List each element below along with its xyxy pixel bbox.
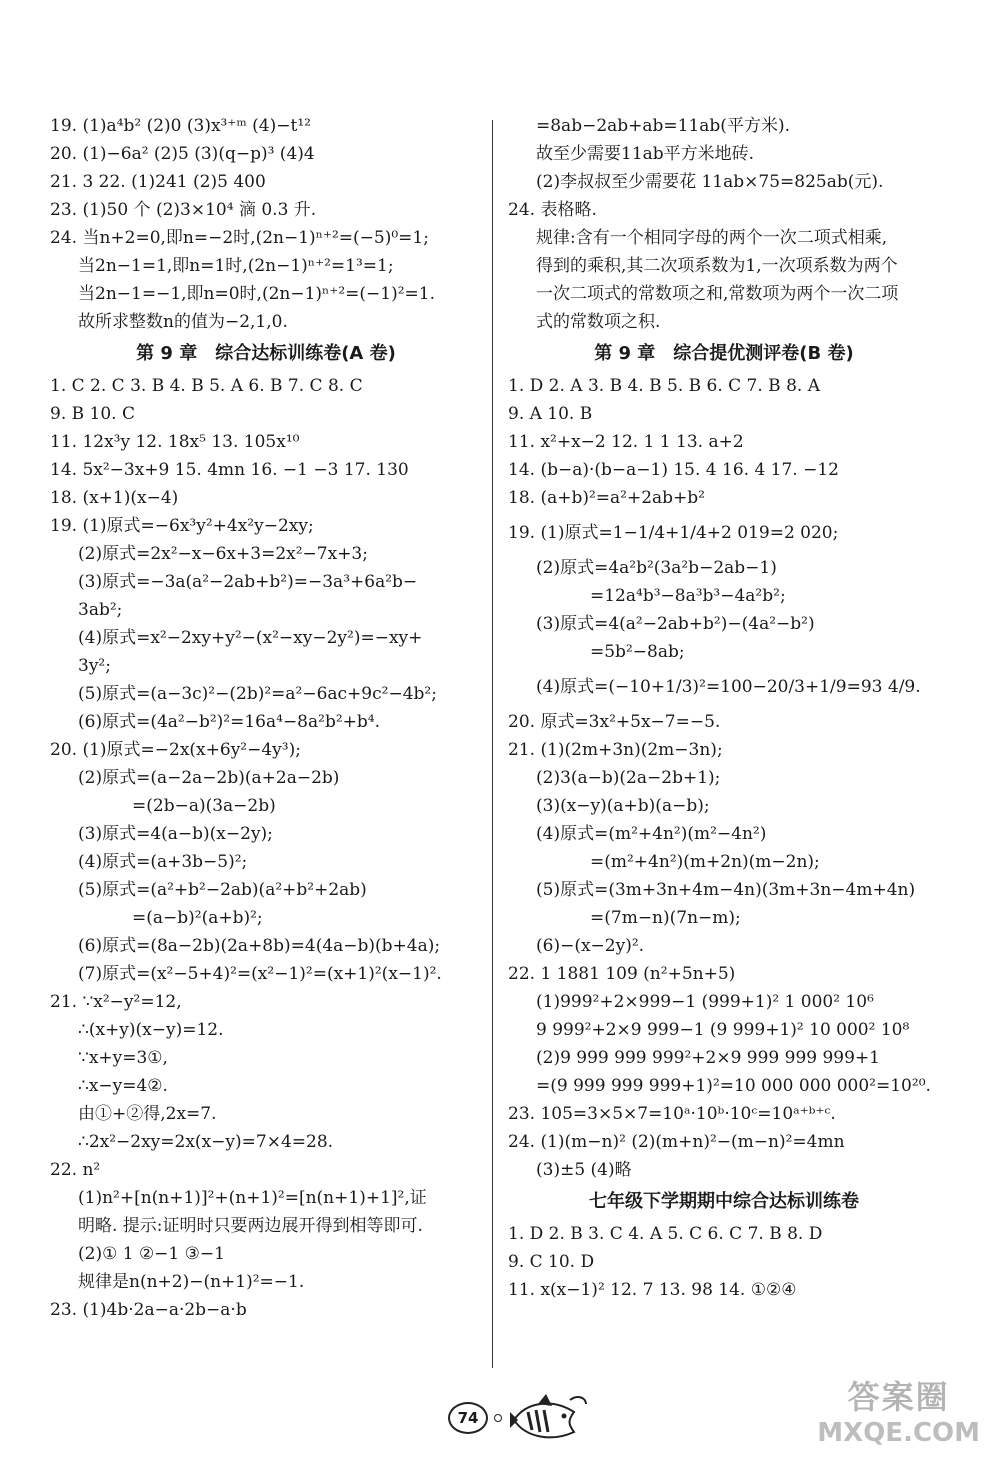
answer-line: (2)原式=4a²b²(3a²b−2ab−1) [536,558,777,578]
answer-line: 20. (1)原式=−2x(x+6y²−4y³); [50,740,301,760]
answer-line: 23. (1)4b·2a−a·2b−a·b [50,1300,247,1320]
answer-line: 14. (b−a)·(b−a−1) 15. 4 16. 4 17. −12 [508,460,839,480]
answer-line: 9 999²+2×9 999−1 (9 999+1)² 10 000² 10⁸ [536,1020,910,1040]
answer-line: 式的常数项之积. [536,312,661,332]
answer-line: (2)3(a−b)(2a−2b+1); [536,768,721,788]
answer-line: ∴2x²−2xy=2x(x−y)=7×4=28. [78,1132,334,1152]
answer-line: (3)原式=−3a(a²−2ab+b²)=−3a³+6a²b− [78,572,418,592]
answer-line: (2)原式=2x²−x−6x+3=2x²−7x+3; [78,544,368,564]
dot-icon [494,1414,502,1422]
answer-line: 19. (1)a⁴b² (2)0 (3)x³⁺ᵐ (4)−t¹² [50,116,311,136]
answer-line: 21. 3 22. (1)241 (2)5 400 [50,172,266,192]
answer-line: 1. D 2. B 3. C 4. A 5. C 6. C 7. B 8. D [508,1224,823,1244]
answer-line: (5)原式=(a²+b²−2ab)(a²+b²+2ab) [78,880,367,900]
answer-line: 规律:含有一个相同字母的两个一次二项式相乘, [536,228,888,248]
answer-line: 由①+②得,2x=7. [78,1104,217,1124]
answer-line: 24. 表格略. [508,200,597,220]
answer-line: 1. C 2. C 3. B 4. B 5. A 6. B 7. C 8. C [50,376,363,396]
watermark-title: 答案圈 [847,1378,950,1416]
answer-line: 9. A 10. B [508,404,593,424]
answer-line: 11. x²+x−2 12. 1 1 13. a+2 [508,432,744,452]
answer-line: 23. 105=3×5×7=10ᵃ·10ᵇ·10ᶜ=10ᵃ⁺ᵇ⁺ᶜ. [508,1104,836,1124]
answer-line: 规律是n(n+2)−(n+1)²=−1. [78,1272,305,1292]
answer-line: (4)原式=(m²+4n²)(m²−4n²) [536,824,767,844]
answer-line: =(7m−n)(7n−m); [590,908,741,928]
answer-line: (3)(x−y)(a+b)(a−b); [536,796,710,816]
answer-line: ∵x+y=3①, [78,1048,168,1068]
answer-line: 当2n−1=−1,即n=0时,(2n−1)ⁿ⁺²=(−1)²=1. [78,284,436,304]
answer-line: 19. (1)原式=1−1/4+1/4+2 019=2 020; [508,523,839,543]
answer-line: 11. 12x³y 12. 18x⁵ 13. 105x¹⁰ [50,432,300,452]
answer-line: (3)±5 (4)略 [536,1160,632,1180]
answer-line: 24. (1)(m−n)² (2)(m+n)²−(m−n)²=4mn [508,1132,845,1152]
answer-line: ∴(x+y)(x−y)=12. [78,1020,224,1040]
answer-line: 18. (x+1)(x−4) [50,488,179,508]
answer-line: 18. (a+b)²=a²+2ab+b² [508,488,705,508]
answer-line: (3)原式=4(a−b)(x−2y); [78,824,273,844]
answer-line: =8ab−2ab+ab=11ab(平方米). [536,116,790,136]
answer-line: 11. x(x−1)² 12. 7 13. 98 14. ①②④ [508,1280,797,1300]
answer-line: 故至少需要11ab平方米地砖. [536,144,755,164]
answer-line: 22. 1 1881 109 (n²+5n+5) [508,964,736,984]
answer-line: (1)999²+2×999−1 (999+1)² 1 000² 10⁶ [536,992,874,1012]
section-heading: 七年级下学期期中综合达标训练卷 [589,1191,859,1212]
answer-line: =12a⁴b³−8a³b³−4a²b²; [590,586,786,606]
answer-line: ∴x−y=4②. [78,1076,168,1096]
answer-line: (5)原式=(3m+3n+4m−4n)(3m+3n−4m+4n) [536,880,916,900]
answer-line: (2)9 999 999 999²+2×9 999 999 999+1 [536,1048,881,1068]
answer-line: (4)原式=(a+3b−5)²; [78,852,248,872]
answer-line: (5)原式=(a−3c)²−(2b)²=a²−6ac+9c²−4b²; [78,684,437,704]
answer-line: (6)−(x−2y)². [536,936,645,956]
answer-line: 22. n² [50,1160,101,1180]
answer-line: =5b²−8ab; [590,642,685,662]
answer-line: 24. 当n+2=0,即n=−2时,(2n−1)ⁿ⁺²=(−5)⁰=1; [50,228,429,248]
right-column [508,112,940,1304]
answer-line: 明略. 提示:证明时只要两边展开得到相等即可. [78,1216,423,1236]
answer-line: (4)原式=x²−2xy+y²−(x²−xy−2y²)=−xy+ [78,628,423,648]
answer-line: 23. (1)50 个 (2)3×10⁴ 滴 0.3 升. [50,200,317,220]
answer-line: =(2b−a)(3a−2b) [132,796,276,816]
answer-line: (6)原式=(8a−2b)(2a+8b)=4(4a−b)(b+4a); [78,936,441,956]
answer-line: 20. (1)−6a² (2)5 (3)(q−p)³ (4)4 [50,144,315,164]
answer-line: (3)原式=4(a²−2ab+b²)−(4a²−b²) [536,614,815,634]
section-heading: 第 9 章 综合达标训练卷(A 卷) [136,343,396,364]
answer-line: (2)原式=(a−2a−2b)(a+2a−2b) [78,768,340,788]
answer-line: (4)原式=(−10+1/3)²=100−20/3+1/9=93 4/9. [536,677,921,697]
answer-line: =(m²+4n²)(m+2n)(m−2n); [590,852,820,872]
answer-line: 故所求整数n的值为−2,1,0. [78,312,288,332]
answer-line: (2)① 1 ②−1 ③−1 [78,1244,225,1264]
watermark-url: MXQE.COM [817,1418,980,1448]
answer-line: (7)原式=(x²−5+4)²=(x²−1)²=(x+1)²(x−1)². [78,964,442,984]
answer-line: 9. B 10. C [50,404,135,424]
column-divider [492,120,493,1368]
answer-line: (1)n²+[n(n+1)]²+(n+1)²=[n(n+1)+1]²,证 [78,1188,427,1208]
left-column [50,112,482,1324]
fish-icon [508,1390,588,1446]
answer-line: 9. C 10. D [508,1252,595,1272]
answer-line: =(9 999 999 999+1)²=10 000 000 000²=10²⁰. [536,1076,931,1096]
answer-line: 20. 原式=3x²+5x−7=−5. [508,712,721,732]
answer-line: (6)原式=(4a²−b²)²=16a⁴−8a²b²+b⁴. [78,712,380,732]
page-footer [448,1390,588,1446]
answer-line: =(a−b)²(a+b)²; [132,908,263,928]
watermark [817,1372,980,1448]
answer-line: 21. (1)(2m+3n)(2m−3n); [508,740,723,760]
section-heading: 第 9 章 综合提优测评卷(B 卷) [594,343,854,364]
page-number: 74 [448,1402,488,1434]
answer-line: 一次二项式的常数项之和,常数项为两个一次二项 [536,284,899,304]
answer-line: 14. 5x²−3x+9 15. 4mn 16. −1 −3 17. 130 [50,460,409,480]
answer-line: 得到的乘积,其二次项系数为1,一次项系数为两个 [536,256,898,276]
answer-line: 3y²; [78,656,111,676]
answer-line: 21. ∵x²−y²=12, [50,992,182,1012]
answer-line: 1. D 2. A 3. B 4. B 5. B 6. C 7. B 8. A [508,376,820,396]
answer-line: 3ab²; [78,600,123,620]
answer-line: 19. (1)原式=−6x³y²+4x²y−2xy; [50,516,314,536]
answer-line: (2)李叔叔至少需要花 11ab×75=825ab(元). [536,172,884,192]
answer-line: 当2n−1=1,即n=1时,(2n−1)ⁿ⁺²=1³=1; [78,256,394,276]
